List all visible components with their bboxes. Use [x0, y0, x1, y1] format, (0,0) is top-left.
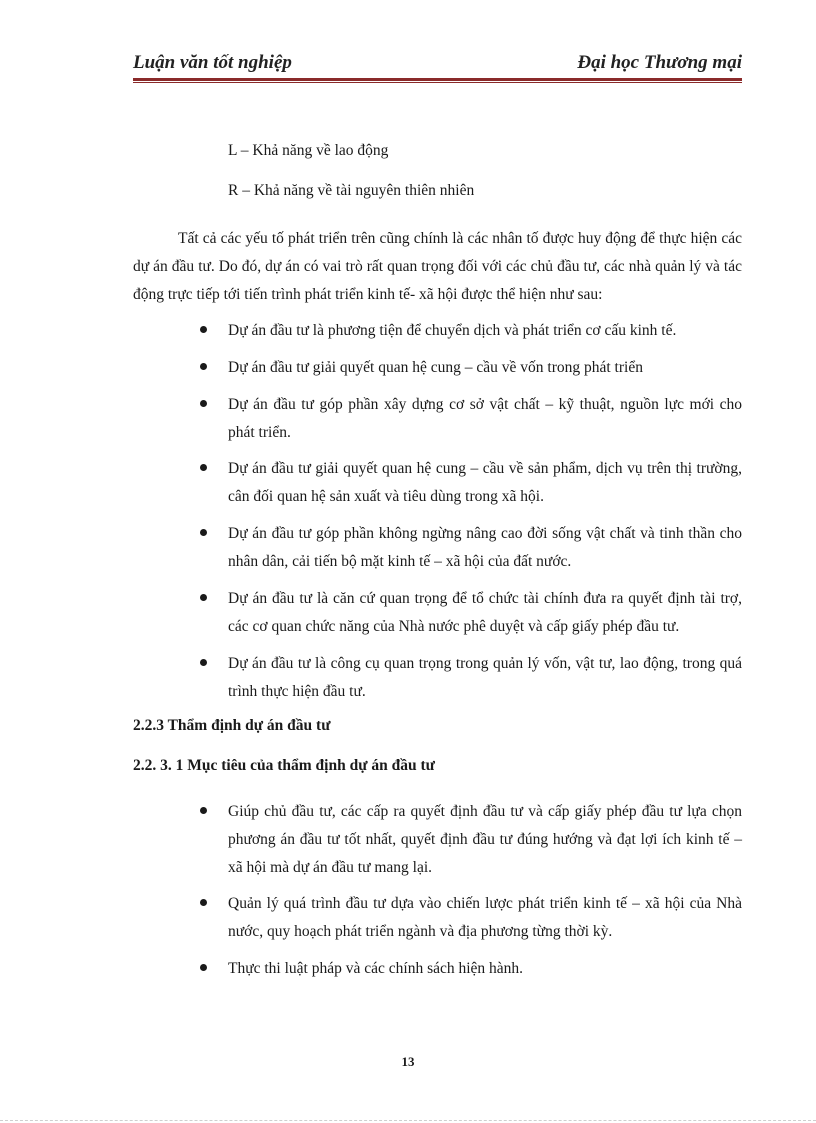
page-break-line	[0, 1120, 816, 1121]
bullet-icon	[200, 400, 207, 407]
bullet-icon	[200, 964, 207, 971]
bullet-icon	[200, 899, 207, 906]
header-divider	[133, 78, 742, 83]
bullet-icon	[200, 326, 207, 333]
intro-line-resources: R – Khả năng về tài nguyên thiên nhiên	[228, 182, 475, 199]
section-heading: 2.2.3 Thẩm định dự án đầu tư	[133, 717, 331, 734]
page-header	[133, 52, 742, 78]
objective-text: Quản lý quá trình đầu tư dựa vào chiến lược phát triển kinh tế – xã hội của Nhà nước, quy hoạch phát triển ngành và địa phương từng thời kỳ.	[228, 895, 742, 940]
bullet-icon	[200, 363, 207, 370]
role-text: Dự án đầu tư là phương tiện để chuyển dịch và phát triển cơ cấu kinh tế.	[228, 322, 677, 339]
role-text: Dự án đầu tư góp phần không ngừng nâng cao đời sống vật chất và tinh thần cho nhân dân, cải tiến bộ mặt kinh tế – xã hội của đất nước.	[228, 525, 742, 570]
role-text: Dự án đầu tư giải quyết quan hệ cung – cầu về vốn trong phát triển	[228, 359, 643, 376]
page-number: 13	[401, 1054, 415, 1069]
subsection-heading: 2.2. 3. 1 Mục tiêu của thẩm định dự án đầu tư	[133, 757, 435, 774]
bullet-icon	[200, 807, 207, 814]
header-thesis-title: Luận văn tốt nghiệp	[133, 52, 292, 73]
role-text: Dự án đầu tư góp phần xây dựng cơ sở vật chất – kỹ thuật, nguồn lực mới cho phát triển.	[228, 396, 742, 441]
role-text: Dự án đầu tư giải quyết quan hệ cung – cầu về sản phẩm, dịch vụ trên thị trường, cân đối quan hệ sản xuất và tiêu dùng trong xã hội.	[228, 460, 742, 505]
bullet-icon	[200, 464, 207, 471]
role-text: Dự án đầu tư là công cụ quan trọng trong quản lý vốn, vật tư, lao động, trong quá trình thực hiện đầu tư.	[228, 655, 742, 700]
header-university: Đại học Thương mại	[577, 52, 742, 73]
bullet-icon	[200, 529, 207, 536]
bullet-icon	[200, 594, 207, 601]
body-paragraph: Tất cả các yếu tố phát triển trên cũng chính là các nhân tố được huy động để thực hiện các dự án đầu tư. Do đó, dự án có vai trò rất quan trọng đối với các chủ đầu tư, các nhà quản lý và tác động trực tiếp tới tiến trình phát triển kinh tế- xã hội được thể hiện như sau:	[133, 230, 742, 303]
objective-text: Thực thi luật pháp và các chính sách hiện hành.	[228, 960, 524, 977]
objective-text: Giúp chủ đầu tư, các cấp ra quyết định đầu tư và cấp giấy phép đầu tư lựa chọn phương án đầu tư tốt nhất, quyết định đầu tư đúng hướng và đạt lợi ích kinh tế – xã hội mà dự án đầu tư mang lại.	[228, 803, 742, 876]
role-text: Dự án đầu tư là căn cứ quan trọng để tổ chức tài chính đưa ra quyết định tài trợ, các cơ quan chức năng của Nhà nước phê duyệt và cấp giấy phép đầu tư.	[228, 590, 742, 635]
bullet-icon	[200, 659, 207, 666]
intro-line-labor: L – Khả năng về lao động	[228, 142, 389, 159]
